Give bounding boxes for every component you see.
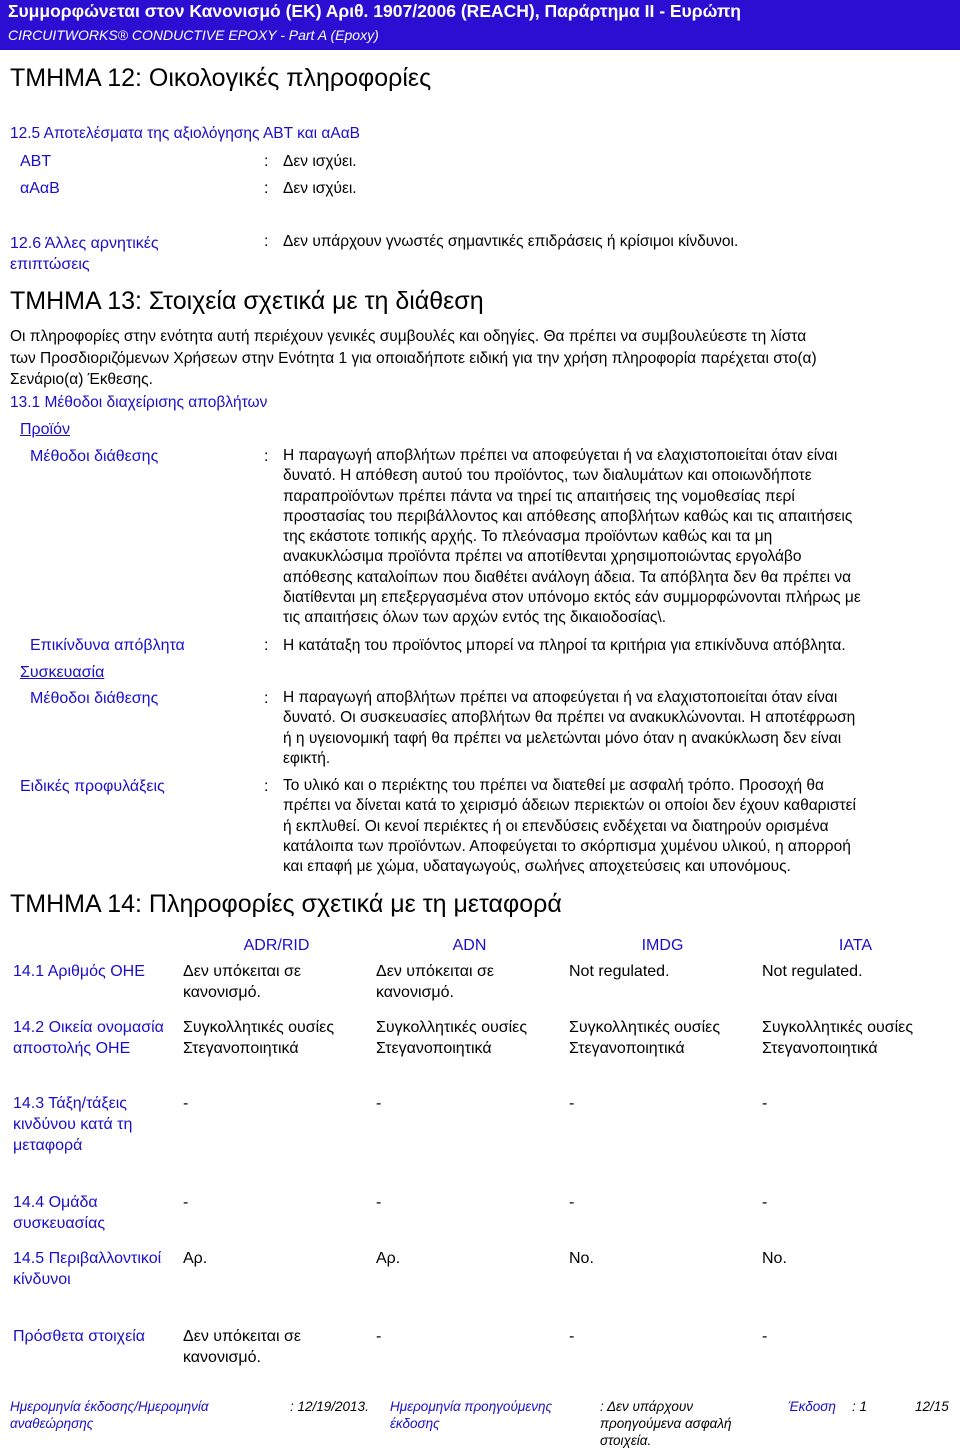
table-cell: Not regulated. xyxy=(762,963,863,980)
table-cell: No. xyxy=(569,1250,594,1267)
transport-table xyxy=(10,929,952,1372)
table-cell: Συγκολλητικές ουσίες Στεγανοποιητικά xyxy=(376,1019,528,1057)
text-line: εφικτή. xyxy=(283,749,331,767)
issue-date-label: Ημερομηνία έκδοσης/Ημερομηνία αναθεώρησης xyxy=(10,1399,209,1431)
packaging-heading: Συσκευασία xyxy=(20,664,105,681)
column-header: IMDG xyxy=(641,936,684,954)
packaging-disposal-colon: : xyxy=(264,690,269,707)
aaab-value: Δεν ισχύει. xyxy=(283,180,357,197)
abt-value: Δεν ισχύει. xyxy=(283,153,357,170)
section-14-title: ΤΜΗΜΑ 14: Πληροφορίες σχετικά με τη μεταφορά xyxy=(10,890,562,918)
transport-header-row xyxy=(10,929,952,961)
table-cell: Δεν υπόκειται σε κανονισμό. xyxy=(376,963,494,1001)
packaging-disposal-text xyxy=(283,688,955,769)
hazardous-colon: : xyxy=(264,637,269,654)
table-cell: Αρ. xyxy=(183,1250,208,1267)
text-line: και επαφή με χώμα, υδαταγωγούς, σωλήνες αποχετεύσεις και υπονόμους. xyxy=(283,858,791,876)
table-cell: - xyxy=(569,1328,575,1345)
column-header: ADN xyxy=(452,936,487,954)
regulation-title: Συμμορφώνεται στον Κανονισμό (ΕΚ) Αριθ. 1907/2006 (REACH), Παράρτημα II - Ευρώπη xyxy=(8,1,741,21)
aaab-label: αΑαΒ xyxy=(20,180,60,197)
table-row xyxy=(10,1093,952,1192)
special-precautions-text xyxy=(283,776,955,877)
subsection-12-6-colon: : xyxy=(264,233,269,250)
table-cell: - xyxy=(762,1095,768,1112)
table-cell: - xyxy=(569,1095,575,1112)
subsection-12-6-value: Δεν υπάρχουν γνωστές σημαντικές επιδράσεις ή κρίσιμοι κίνδυνοι. xyxy=(283,233,739,250)
packaging-disposal-label: Μέθοδοι διάθεσης xyxy=(30,690,159,707)
table-cell: - xyxy=(183,1194,189,1211)
product-heading: Προϊόν xyxy=(20,421,71,438)
subsection-12-6-line2: επιπτώσεις xyxy=(10,256,90,273)
previous-issue-value: : Δεν υπάρχουν προηγούμενα ασφαλή στοιχεία. xyxy=(600,1399,732,1448)
subsection-12-5-title: 12.5 Αποτελέσματα της αξιολόγησης ΑΒΤ και αΑαΒ xyxy=(10,125,360,142)
table-row xyxy=(10,1192,952,1248)
text-line: απόθεσης καταλοίπων που διαθέτει ανάλογη άδεια. Τα απόβλητα δεν θα πρέπει να xyxy=(283,568,852,586)
table-cell: Συγκολλητικές ουσίες Στεγανοποιητικά xyxy=(762,1019,914,1057)
text-line: κατάλοιπα των προϊόντων. Αποφεύγεται το σκόρπισμα χυμένου υλικού, η απορροή xyxy=(283,837,851,855)
row-label: 14.2 Οικεία ονομασία αποστολής ΟΗΕ xyxy=(13,1019,164,1057)
abt-label: ΑΒΤ xyxy=(20,153,52,170)
table-cell: - xyxy=(376,1328,382,1345)
table-row xyxy=(10,1326,952,1372)
table-cell: Συγκολλητικές ουσίες Στεγανοποιητικά xyxy=(183,1019,335,1057)
section-12-title: ΤΜΗΜΑ 12: Οικολογικές πληροφορίες xyxy=(10,64,432,92)
table-row xyxy=(10,961,952,1017)
document-header-bar xyxy=(0,0,960,50)
subsection-12-6-line1: 12.6 Άλλες αρνητικές xyxy=(10,235,159,252)
table-cell: Not regulated. xyxy=(569,963,670,980)
table-cell: No. xyxy=(762,1250,787,1267)
subsection-13-1-title: 13.1 Μέθοδοι διαχείρισης αποβλήτων xyxy=(10,394,268,411)
disposal-methods-text xyxy=(283,446,955,629)
table-cell: Συγκολλητικές ουσίες Στεγανοποιητικά xyxy=(569,1019,721,1057)
subsection-12-6-title xyxy=(10,233,159,275)
text-line: τις απαιτήσεις όλων των αρχών εντός της δικαιοδοσίας\. xyxy=(283,609,666,627)
previous-issue-label: Ημερομηνία προηγούμενης έκδοσης xyxy=(390,1399,553,1431)
hazardous-waste-label: Επικίνδυνα απόβλητα xyxy=(30,637,185,654)
table-cell: - xyxy=(183,1095,189,1112)
row-label: 14.1 Αριθμός ΟΗΕ xyxy=(13,963,145,980)
table-cell: Δεν υπόκειται σε κανονισμό. xyxy=(183,1328,301,1366)
row-label: Πρόσθετα στοιχεία xyxy=(13,1328,146,1345)
special-precautions-label: Ειδικές προφυλάξεις xyxy=(20,778,165,795)
table-cell: - xyxy=(762,1328,768,1345)
text-line: της εκάστοτε τοπικής αρχής. Το πλεόνασμα προϊόντων καθώς και τα μη xyxy=(283,528,773,546)
table-row xyxy=(10,1248,952,1326)
text-line: Η παραγωγή αποβλήτων πρέπει να αποφεύγεται ή να ελαχιστοποιείται όταν είναι xyxy=(283,447,838,464)
version-value: : 1 xyxy=(852,1399,868,1414)
row-label: 14.3 Τάξη/τάξεις κινδύνου κατά τη μεταφορά xyxy=(13,1095,133,1154)
section-13-title: ΤΜΗΜΑ 13: Στοιχεία σχετικά με τη διάθεση xyxy=(10,287,484,315)
text-line: Το υλικό και ο περιέκτης του πρέπει να διατεθεί με ασφαλή τρόπο. Προσοχή θα xyxy=(283,777,824,794)
table-cell: - xyxy=(762,1194,768,1211)
table-cell: - xyxy=(569,1194,575,1211)
disposal-colon: : xyxy=(264,448,269,465)
column-header: ADR/RID xyxy=(243,936,310,954)
text-line: προστασίας του περιβάλλοντος και απόθεσης αποβλήτων καθώς και τις απαιτήσεις xyxy=(283,507,853,525)
issue-date-value: : 12/19/2013. xyxy=(290,1399,369,1414)
column-header: IATA xyxy=(838,936,873,954)
table-cell: Αρ. xyxy=(376,1250,401,1267)
hazardous-waste-text: Η κατάταξη του προϊόντος μπορεί να πληροί τα κριτήρια για επικίνδυνα απόβλητα. xyxy=(283,637,846,654)
product-name: CIRCUITWORKS® CONDUCTIVE EPOXY - Part A (Epoxy) xyxy=(8,27,379,43)
text-line: ή εκπλυθεί. Οι κενοί περιέκτες ή οι επενδύσεις ενδέχεται να διατηρούν ορισμένα xyxy=(283,817,829,835)
text-line: πρέπει να δίνεται κατά το χειρισμό άδειων περιεκτών οι οποίοι δεν έχουν καθαριστεί xyxy=(283,797,856,815)
text-line: δυνατό. Η απόθεση αυτού του προϊόντος, των διαλυμάτων και οποιωνδήποτε xyxy=(283,467,812,485)
text-line: Η παραγωγή αποβλήτων πρέπει να αποφεύγεται ή να ελαχιστοποιείται όταν είναι xyxy=(283,689,838,706)
section-13-intro xyxy=(10,326,955,391)
text-line: ή η υγειονομική ταφή θα πρέπει να μελετώνται μόνο όταν η ανακύκλωση δεν είναι xyxy=(283,729,842,747)
text-line: ανακυκλώσιμα προϊόντα πρέπει να αποτίθενται χρησιμοποιώντας εργολάβο xyxy=(283,548,802,566)
disposal-methods-label: Μέθοδοι διάθεσης xyxy=(30,448,159,465)
empty-header-cell xyxy=(10,929,180,961)
intro-line: Οι πληροφορίες στην ενότητα αυτή περιέχουν γενικές συμβουλές και οδηγίες. Θα πρέπει να συμβουλεύεστε τη λίστα xyxy=(10,328,807,345)
intro-line: Σενάριο(α) Έκθεσης. xyxy=(10,371,153,388)
row-label: 14.5 Περιβαλλοντικοί κίνδυνοι xyxy=(13,1250,162,1288)
text-line: διατίθενται μη επεξεργασμένα στον υπόνομο εκτός εάν συμμορφώνονται πλήρως με xyxy=(283,589,861,607)
table-row xyxy=(10,1017,952,1093)
precautions-colon: : xyxy=(264,778,269,795)
version-label: Έκδοση xyxy=(788,1399,836,1414)
intro-line: των Προσδιοριζόμενων Χρήσεων στην Ενότητα 1 για οποιαδήποτε ειδική για την χρήση πληροφορία παρέχεται στο(α) xyxy=(10,349,817,367)
abt-colon: : xyxy=(264,153,269,170)
table-cell: Δεν υπόκειται σε κανονισμό. xyxy=(183,963,301,1001)
text-line: δυνατό. Οι συσκευασίες αποβλήτων θα πρέπει να ανακυκλώνονται. Η αποτέφρωση xyxy=(283,709,856,727)
table-cell: - xyxy=(376,1095,382,1112)
row-label: 14.4 Ομάδα συσκευασίας xyxy=(13,1194,106,1232)
page-number: 12/15 xyxy=(915,1399,949,1414)
table-cell: - xyxy=(376,1194,382,1211)
text-line: παραπροϊόντων πρέπει πάντα να τηρεί τις απαιτήσεις της νομοθεσίας περί xyxy=(283,487,795,505)
aaab-colon: : xyxy=(264,180,269,197)
